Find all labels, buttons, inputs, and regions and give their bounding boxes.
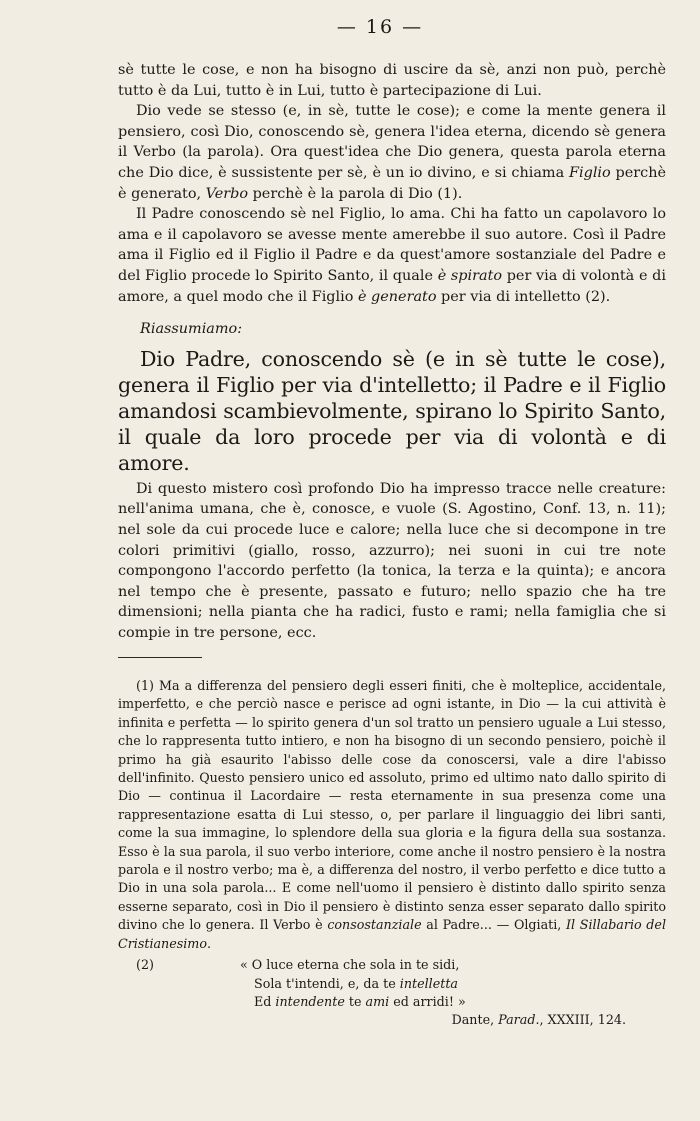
dante-quote bbox=[240, 956, 666, 1030]
verse-line-3: Ed intendente te ami ed arridi! » bbox=[254, 993, 466, 1009]
verse-line-1: « O luce eterna che sola in te sidi, bbox=[240, 957, 460, 973]
riassumiamo-heading: Riassumiamo: bbox=[140, 321, 243, 338]
book-title: Il Sillabario del Cristianesimo bbox=[118, 917, 666, 951]
footnotes bbox=[118, 677, 666, 1030]
citation: Dante, Parad., XXXIII, 124. bbox=[451, 1012, 626, 1028]
term-verbo: Verbo bbox=[205, 185, 249, 202]
footnote-2 bbox=[118, 956, 666, 1030]
verse-line-2: Sola t'intendi, e, da te intelletta bbox=[254, 975, 458, 991]
main-text bbox=[118, 60, 666, 643]
footnote-1: (1) Ma a differenza del pensiero degli esseri finiti, che è molteplice, accidentale, imperfetto, e che perciò nasce e perisce ad ogni istante, in Dio — la cui attività è infinita e perfetta — lo spirito genera d'un sol tratto un pensiero uguale a Lui stesso, che lo rappresenta tutto intiero, e non ha bisogno di un secondo pensiero, poichè il primo ha già esaurito l'abisso delle cose da conoscersi, vale a dire l'abisso dell'infinito. Questo pensiero unico ed assoluto, primo ed ultimo nato dallo spirito di Dio — continua il Lacordaire — resta eternamente in sua presenza come una rappresentazione esatta di Lui stesso, o, per parlare il linguaggio dei libri santi, come la sua immagine, lo splendore della sua gloria e la figura della sua sostanza. Esso è la sua parola, il suo verbo interiore, come anche il nostro pensiero è la nostra parola e il nostro verbo; ma è, a differenza del nostro, il verbo perfetto e dice tutto a Dio in una sola parola... E come nell'uomo il pensiero è distinto dallo spirito senza esserne separato, così in Dio il pensiero è distinto senza esser separato dallo spirito divino che lo genera. Il Verbo è consostanziale al Padre... — Olgiati, Il Sillabario del Cristianesimo. bbox=[118, 678, 666, 951]
footnote-2-label: (2) bbox=[136, 957, 154, 973]
paragraph-tracce: Di questo mistero così profondo Dio ha impresso tracce nelle creature: nell'anima umana, che è, conosce, e vuole (S. Agostino, Conf. 13, n. 11); nel sole da cui procede luce e calore; nella luce che si decompone in tre colori primitivi (giallo, rosso, azzurro); nei suoni in cui tre note compongono l'accordo perfetto (la tonica, la terza e la quinta); e ancora nel tempo che è presente, passato e futuro; nello spazio che ha tre dimensioni; nella pianta che ha radici, fusto e rami; nella famiglia che si compie in tre persone, ecc. bbox=[118, 480, 666, 641]
term-spirato: è spirato bbox=[437, 267, 503, 284]
paragraph-spirito-santo: Il Padre conoscendo sè nel Figlio, lo ama. Chi ha fatto un capolavoro lo ama e il capolavoro se avesse mente amerebbe il suo autore. Così il Padre ama il Figlio ed il Figlio il Padre e da quest'amore sostanziale del Padre e del Figlio procede lo Spirito Santo, il quale è spirato per via di volontà e di amore, a quel modo che il Figlio è generato per via di intelletto (2). bbox=[118, 206, 666, 305]
paragraph-continuation: sè tutte le cose, e non ha bisogno di uscire da sè, anzi non può, perchè tutto è da Lui, tutto è in Lui, tutto è partecipazione di Lui. bbox=[118, 62, 666, 99]
term-figlio: Figlio bbox=[569, 164, 611, 181]
summary-statement: Dio Padre, conoscendo sè (e in sè tutte le cose), genera il Figlio per via d'intelletto; il Padre e il Figlio amandosi scambievolmente, spirano lo Spirito Santo, il quale da loro procede per via di volontà e di amore. bbox=[118, 346, 666, 475]
paragraph-verbo: Dio vede se stesso (e, in sè, tutte le cose); e come la mente genera il pensiero, così Dio, conoscendo sè, genera l'idea eterna, dicendo sè genera il Verbo (la parola). Ora quest'idea che Dio genera, questa parola eterna che Dio dice, è sussistente per sè, è un io divino, e si chiama Figlio perchè è generato, Verbo perchè è la parola di Dio (1). bbox=[118, 103, 666, 202]
footnote-divider bbox=[118, 657, 202, 658]
term-generato: è generato bbox=[357, 288, 437, 305]
page-number: — 16 — bbox=[336, 16, 424, 38]
